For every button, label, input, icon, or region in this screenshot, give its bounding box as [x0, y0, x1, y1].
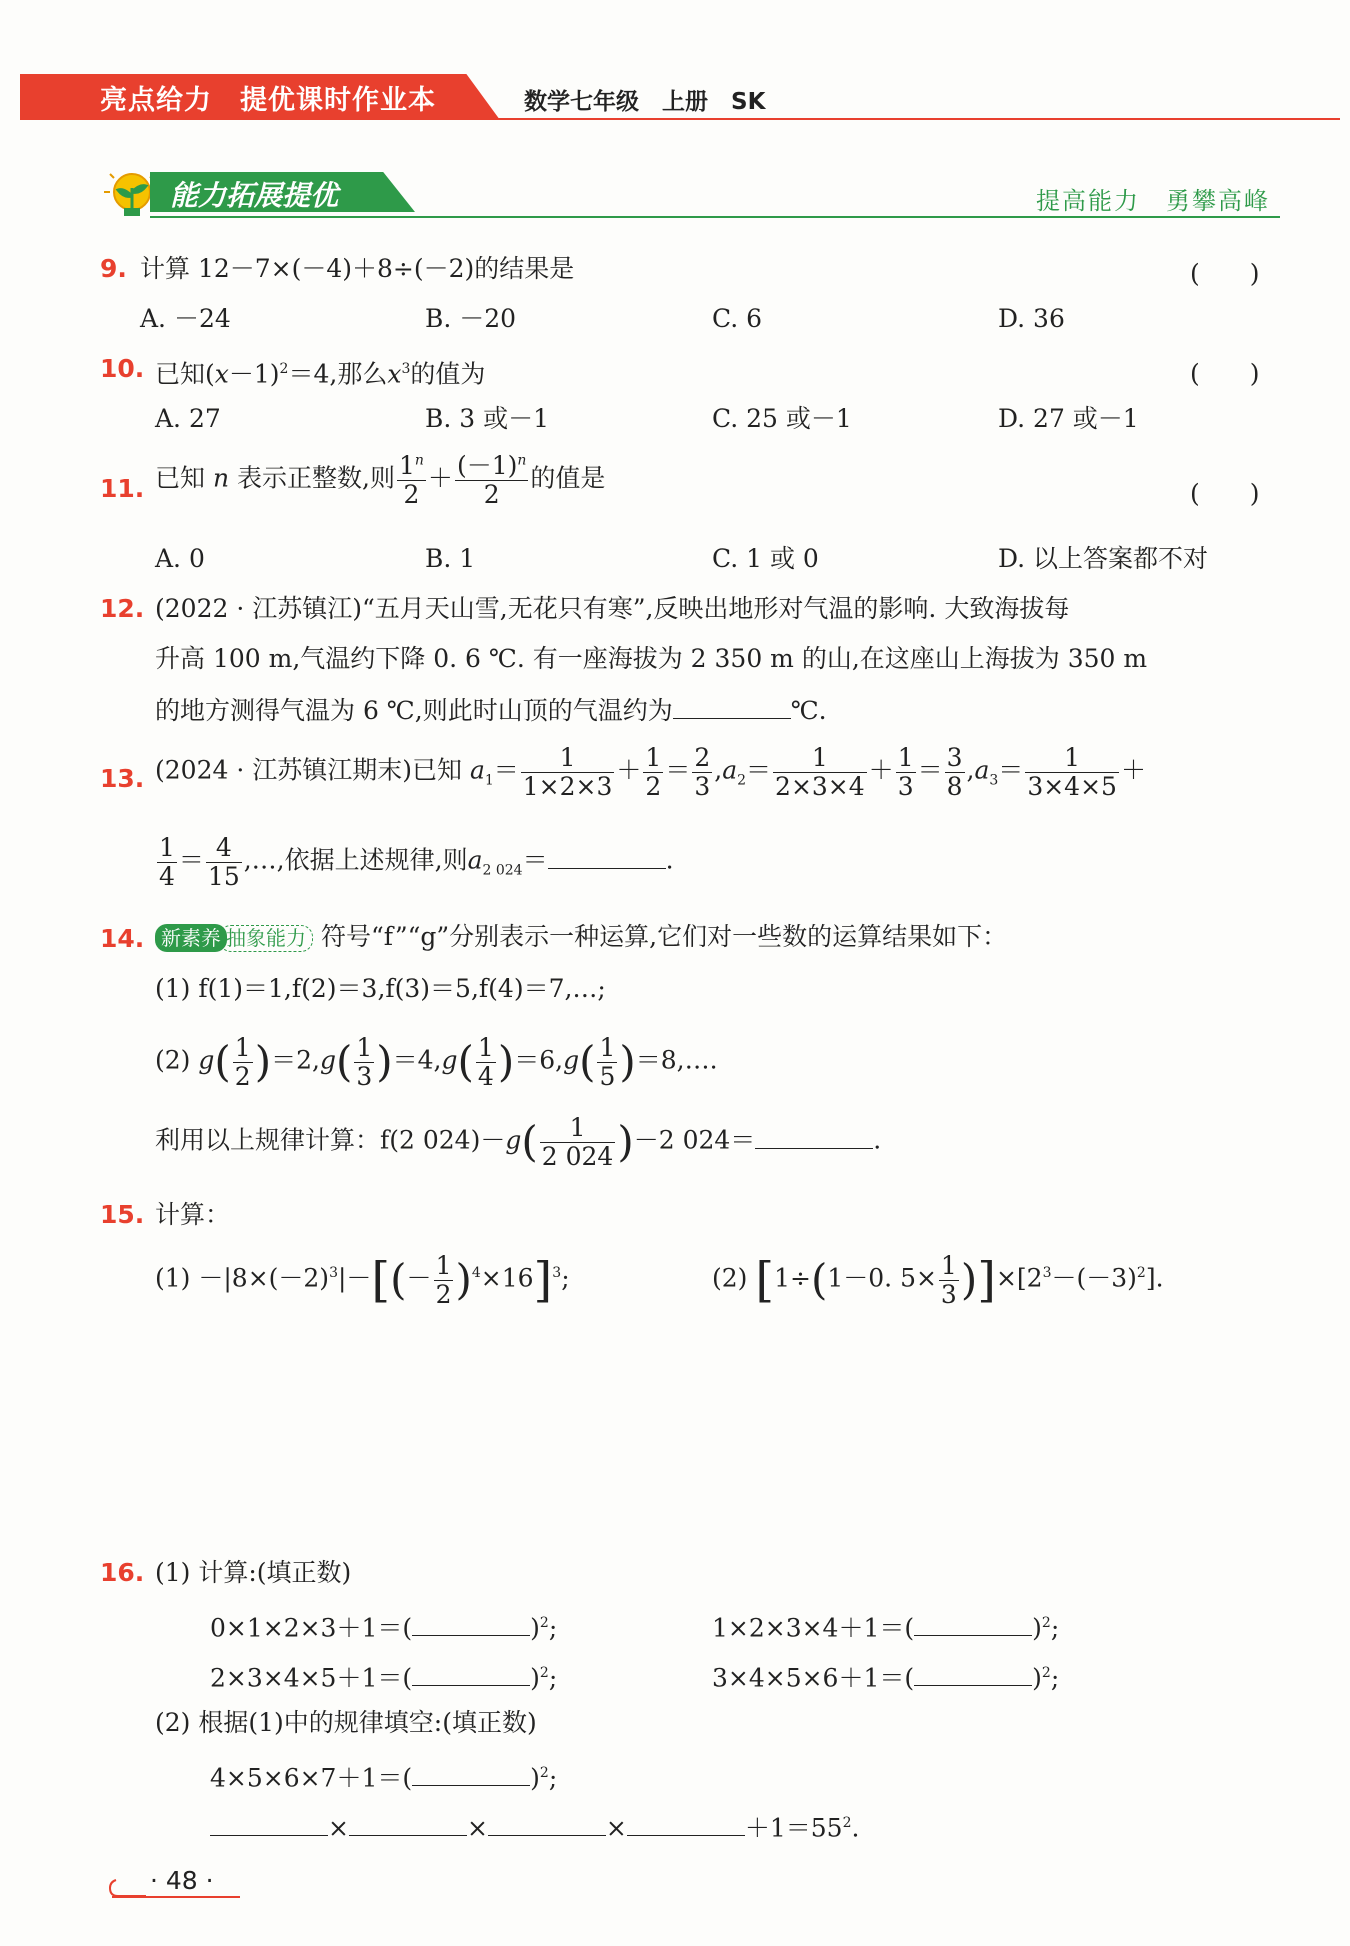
- q11-stem-b: 表示正整数,则: [237, 463, 395, 493]
- period: .: [873, 1125, 882, 1155]
- frac-num: 1: [477, 1033, 494, 1062]
- q14-line1: (1) f(1)＝1,f(2)＝3,f(3)＝5,f(4)＝7,…;: [155, 974, 606, 1003]
- q9-number: 9.: [100, 254, 127, 283]
- frac-num: 1: [645, 743, 662, 772]
- q10-option-a: A. 27: [155, 404, 221, 433]
- semicolon: ;: [548, 1663, 558, 1693]
- q12-line3: [155, 692, 827, 728]
- q12-line2: 升高 100 m,气温约下降 0. 6 ℃. 有一座海拔为 2 350 m 的山,在这座山上海拔为 350 m: [155, 644, 1148, 673]
- q11-stem: [155, 452, 605, 508]
- answer-blank[interactable]: [627, 1809, 745, 1836]
- close-paren: ): [1032, 1663, 1042, 1693]
- fraction: [597, 1034, 617, 1090]
- exp-2: 2: [279, 361, 289, 377]
- q11-option-c: C. 1 或 0: [712, 544, 819, 573]
- sub-index: 3: [989, 772, 999, 789]
- frac-num: 1: [773, 744, 867, 773]
- answer-blank[interactable]: [914, 1609, 1032, 1636]
- period: .: [665, 845, 674, 875]
- frac-num: 4: [206, 834, 242, 863]
- fraction: [643, 744, 663, 800]
- exponent: 2: [539, 1665, 549, 1681]
- exponent: 2: [1136, 1265, 1146, 1282]
- page-number-rule: [112, 1896, 240, 1898]
- answer-blank[interactable]: [412, 1609, 530, 1636]
- sub-index: 2: [737, 772, 747, 789]
- frac-num: 1: [159, 833, 175, 862]
- exp-n: n: [414, 452, 424, 469]
- fraction: [521, 744, 615, 800]
- frac-den: 2: [645, 771, 662, 801]
- q13-line1: (2024 · 江苏镇江期末)已知 $a_1=$ $\frac{1}{1\times 2\times 3}$ ＋ $\frac{1}{2}$ ＝ $\frac{2}{3}$ $,a_2=$ $\frac{1}{2\times 3\times 4}$ ＋ $\frac{1}{3}$ ＝ $\frac{3}{8}$ $,a_3=$ $\frac{1}{3\times 4\times 5}$ ＋: [155, 743, 1146, 801]
- q15-p1-mid: |－: [337, 1263, 372, 1293]
- q9-answer-paren: ( ): [1190, 259, 1260, 288]
- q11-answer-paren: ( ): [1190, 479, 1260, 508]
- frac-den: 3: [694, 771, 711, 801]
- exp-3: 3: [401, 361, 411, 377]
- header-series-title: 亮点给力 提优课时作业本: [100, 85, 436, 116]
- q9-stem: 计算 12－7×(－4)＋8÷(－2)的结果是: [140, 254, 575, 283]
- fraction: [692, 744, 712, 800]
- equals: ＝: [998, 755, 1024, 785]
- section-slogan: 提高能力 勇攀高峰: [1036, 187, 1270, 215]
- semicolon: ;: [548, 1613, 558, 1643]
- q13-number: 13.: [100, 764, 145, 793]
- q15-p2-a: 1÷: [774, 1263, 811, 1293]
- exponent: 4: [471, 1265, 481, 1282]
- fraction: [434, 1252, 454, 1308]
- q9-option-d: D. 36: [998, 304, 1065, 333]
- fraction: [397, 452, 426, 508]
- frac-num: 1: [234, 1033, 251, 1062]
- q10-stem-c: ＝4,那么: [288, 359, 388, 389]
- frac-den: 3: [897, 771, 914, 801]
- q15-part1: $(1) -|8\times(-2)^3|-[(-$ $\frac{1}{2}$ )$^4$×16]$^3$;: [155, 1251, 570, 1309]
- q11-option-b: B. 1: [425, 544, 476, 573]
- period: .: [851, 1813, 860, 1843]
- q14-calc-post: －2 024＝: [633, 1125, 756, 1155]
- frac-num: 2: [694, 743, 711, 772]
- g-value: ＝8,….: [635, 1045, 718, 1075]
- q9-option-c: C. 6: [712, 304, 763, 333]
- header-rule: [490, 118, 1340, 120]
- q10-stem: [155, 352, 485, 391]
- semicolon: ;: [548, 1763, 558, 1793]
- equals: ＝: [178, 845, 204, 875]
- var-a: a: [722, 755, 738, 785]
- q16-part1-label: (1) 计算:(填正数): [155, 1558, 352, 1587]
- times-16: ×16: [480, 1263, 534, 1293]
- q12-line1: (2022 · 江苏镇江)“五月天山雪,无花只有寒”,反映出地形对气温的影响. 大致海拔每: [155, 594, 1070, 623]
- var-a: a: [469, 755, 485, 785]
- exponent: 3: [552, 1265, 562, 1282]
- frac-num: 1: [398, 451, 415, 480]
- eq-text: 3×4×5×6＋1＝(: [712, 1663, 915, 1693]
- eq-text: 4×5×6×7＋1＝(: [210, 1763, 413, 1793]
- var-x: x: [214, 359, 229, 389]
- q11-stem-c: 的值是: [530, 463, 606, 493]
- frac-den: 8: [946, 771, 963, 801]
- frac-num: 1: [356, 1033, 373, 1062]
- frac-num: 1: [521, 744, 615, 773]
- exponent: 2: [539, 1615, 549, 1631]
- frac-den: 4: [159, 861, 175, 891]
- q10-number: 10.: [100, 354, 145, 383]
- q12-unit: ℃.: [790, 696, 827, 725]
- q13-answer-blank[interactable]: [548, 842, 666, 869]
- frac-num: 1: [897, 743, 914, 772]
- sub-index: 1: [484, 772, 494, 789]
- frac-num: 3: [946, 743, 963, 772]
- q10-stem-b: －1): [228, 359, 280, 389]
- q10-option-c: C. 25 或－1: [712, 404, 852, 433]
- q14-line2: (2) g( $\frac{1}{2}$ )＝2,g( $\frac{1}{3}$ )＝4,g( $\frac{1}{4}$ )＝6,g( $\frac{1}{5}$ )＝8,….: [155, 1033, 718, 1091]
- q16-final: ＋1＝55: [744, 1813, 843, 1843]
- q15-p2-end: ].: [1145, 1263, 1164, 1293]
- func-g: g: [198, 1045, 215, 1075]
- answer-blank[interactable]: [412, 1759, 530, 1786]
- frac-num: 1: [1025, 744, 1119, 773]
- q14-calc-pre: 利用以上规律计算：f(2 024)－: [155, 1125, 506, 1155]
- comma: ,: [714, 755, 723, 785]
- close-paren: ): [530, 1613, 540, 1643]
- frac-den: 2×3×4: [775, 771, 865, 801]
- exponent: 2: [842, 1815, 852, 1831]
- fraction: [476, 1034, 496, 1090]
- q10-option-d: D. 27 或－1: [998, 404, 1139, 433]
- fraction: [1025, 744, 1119, 800]
- equals: ＝: [746, 755, 772, 785]
- close-paren: ): [530, 1763, 540, 1793]
- var-n: n: [212, 463, 230, 493]
- q14-line2-label: (2): [155, 1045, 191, 1075]
- q12-line3-text: 的地方测得气温为 6 ℃,则此时山顶的气温约为: [155, 696, 673, 725]
- exponent: 3: [329, 1265, 338, 1282]
- q16-eq2: [712, 1606, 1059, 1645]
- q12-number: 12.: [100, 594, 145, 623]
- fraction: [354, 1034, 374, 1090]
- fraction: [157, 834, 177, 890]
- q16-eq3: [210, 1656, 557, 1695]
- g-value: ＝4,: [392, 1045, 442, 1075]
- fraction: [939, 1252, 959, 1308]
- fraction: [233, 1034, 253, 1090]
- fraction: [540, 1114, 616, 1170]
- q15-part2: (2) [1÷(1－0. 5× $\frac{1}{3}$ )]$\times[2^3-(-3)^2]$.: [712, 1251, 1164, 1309]
- q16-eq4: [712, 1656, 1059, 1695]
- close-paren: ): [1032, 1613, 1042, 1643]
- equals: ＝: [665, 755, 691, 785]
- fraction: [896, 744, 916, 800]
- frac-den: 1×2×3: [522, 771, 613, 801]
- equals: ＝: [522, 845, 548, 875]
- new-literacy-badge: 新素养: [155, 924, 227, 952]
- frac-den: 2 024: [541, 1141, 614, 1171]
- q16-eq5: [210, 1756, 557, 1795]
- close-paren: ): [530, 1663, 540, 1693]
- q11-option-d: D. 以上答案都不对: [998, 544, 1209, 573]
- frac-den: 15: [207, 861, 240, 891]
- semicolon: ;: [1050, 1613, 1060, 1643]
- q14-stem-text: 符号“f”“g”分别表示一种运算,它们对一些数的运算结果如下：: [320, 922, 1008, 951]
- q15-p2-c: ×[2: [995, 1263, 1043, 1293]
- sub-index: 2 024: [482, 862, 523, 879]
- var-a: a: [467, 845, 483, 875]
- q14-answer-blank[interactable]: [755, 1122, 873, 1149]
- abstract-ability-badge: 抽象能力: [219, 925, 313, 952]
- q9-option-b: B. －20: [425, 304, 517, 333]
- frac-den: 3×4×5: [1027, 771, 1117, 801]
- var-a: a: [974, 755, 990, 785]
- minus: －: [406, 1263, 432, 1293]
- q10-answer-paren: ( ): [1190, 359, 1260, 388]
- equals: ＝: [493, 755, 519, 785]
- q13-tail: ,…,依据上述规律,则: [243, 845, 468, 875]
- frac-num: 1: [940, 1251, 957, 1280]
- q15-p2-label: (2): [712, 1263, 748, 1293]
- q13-source: (2024 · 江苏镇江期末)已知: [155, 755, 462, 785]
- q10-option-b: B. 3 或－1: [425, 404, 550, 433]
- page-number: · 48 ·: [150, 1866, 214, 1895]
- exponent: 2: [539, 1765, 549, 1781]
- plus-sign: ＋: [427, 463, 453, 493]
- eq-text: 2×3×4×5＋1＝(: [210, 1663, 413, 1693]
- q10-stem-a: 已知(: [155, 359, 215, 389]
- g-value: ＝2,: [271, 1045, 320, 1075]
- q16-part2-label: (2) 根据(1)中的规律填空:(填正数): [155, 1708, 537, 1737]
- answer-blank[interactable]: [412, 1659, 530, 1686]
- q16-number: 16.: [100, 1558, 145, 1587]
- times: ×: [605, 1813, 627, 1843]
- comma: ,: [966, 755, 975, 785]
- answer-blank[interactable]: [488, 1809, 606, 1836]
- q15-p2-b: 1－0. 5×: [827, 1263, 937, 1293]
- section-rule: [150, 216, 1280, 218]
- frac-den: 3: [940, 1279, 957, 1309]
- g-value: ＝6,: [514, 1045, 564, 1075]
- equals: ＝: [917, 755, 943, 785]
- section-title: 能力拓展提优: [170, 179, 339, 212]
- frac-den: 5: [599, 1061, 616, 1091]
- answer-blank[interactable]: [349, 1809, 467, 1836]
- frac-num: 1: [540, 1114, 616, 1143]
- q16-eq1: [210, 1606, 557, 1645]
- eq-text: 0×1×2×3＋1＝(: [210, 1613, 413, 1643]
- times: ×: [328, 1813, 349, 1843]
- q15-p1-pre: (1) －|8×(－2): [155, 1263, 330, 1293]
- semicolon: ;: [561, 1263, 570, 1293]
- frac-den: 2: [435, 1279, 452, 1309]
- answer-blank[interactable]: [210, 1809, 328, 1836]
- fraction: [206, 834, 242, 890]
- semicolon: ;: [1050, 1663, 1060, 1693]
- func-g: g: [441, 1045, 458, 1075]
- frac-num: 1: [435, 1251, 452, 1280]
- frac-den: 2: [234, 1061, 251, 1091]
- fraction: [945, 744, 965, 800]
- eq-text: 1×2×3×4＋1＝(: [712, 1613, 915, 1643]
- answer-blank[interactable]: [914, 1659, 1032, 1686]
- q15-stem: 计算：: [155, 1200, 231, 1229]
- exp-n: n: [517, 452, 527, 469]
- exponent: 2: [1041, 1665, 1051, 1681]
- frac-num: (－1): [456, 451, 518, 480]
- q14-number: 14.: [100, 924, 145, 953]
- q15-p2-d: －(－3): [1051, 1263, 1137, 1293]
- q10-stem-d: 的值为: [410, 359, 486, 389]
- q14-calc: 利用以上规律计算：f(2 024)－g( $\frac{1}{2 024}$ )－2 024＝ .: [155, 1113, 882, 1171]
- q13-line2: [155, 834, 674, 890]
- fraction: [455, 452, 528, 508]
- func-g: g: [319, 1045, 336, 1075]
- q15-number: 15.: [100, 1200, 145, 1229]
- q11-stem-a: 已知: [155, 463, 206, 493]
- fraction: [773, 744, 867, 800]
- exponent: 3: [1042, 1265, 1052, 1282]
- q14-stem: [155, 920, 1007, 954]
- func-g: g: [563, 1045, 580, 1075]
- frac-den: 4: [477, 1061, 494, 1091]
- header-subject: 数学七年级 上册 SK: [524, 89, 766, 115]
- func-g: g: [505, 1125, 522, 1155]
- q16-eq6: [210, 1806, 859, 1845]
- times: ×: [466, 1813, 488, 1843]
- q11-option-a: A. 0: [155, 544, 205, 573]
- frac-den: 3: [356, 1061, 373, 1091]
- exponent: 2: [1041, 1615, 1051, 1631]
- frac-den: 2: [403, 479, 420, 509]
- frac-den: 2: [483, 479, 500, 509]
- frac-num: 1: [599, 1033, 616, 1062]
- q11-number: 11.: [100, 474, 145, 503]
- q9-option-a: A. －24: [140, 304, 231, 333]
- var-x: x: [387, 359, 402, 389]
- q12-answer-blank[interactable]: [673, 692, 791, 719]
